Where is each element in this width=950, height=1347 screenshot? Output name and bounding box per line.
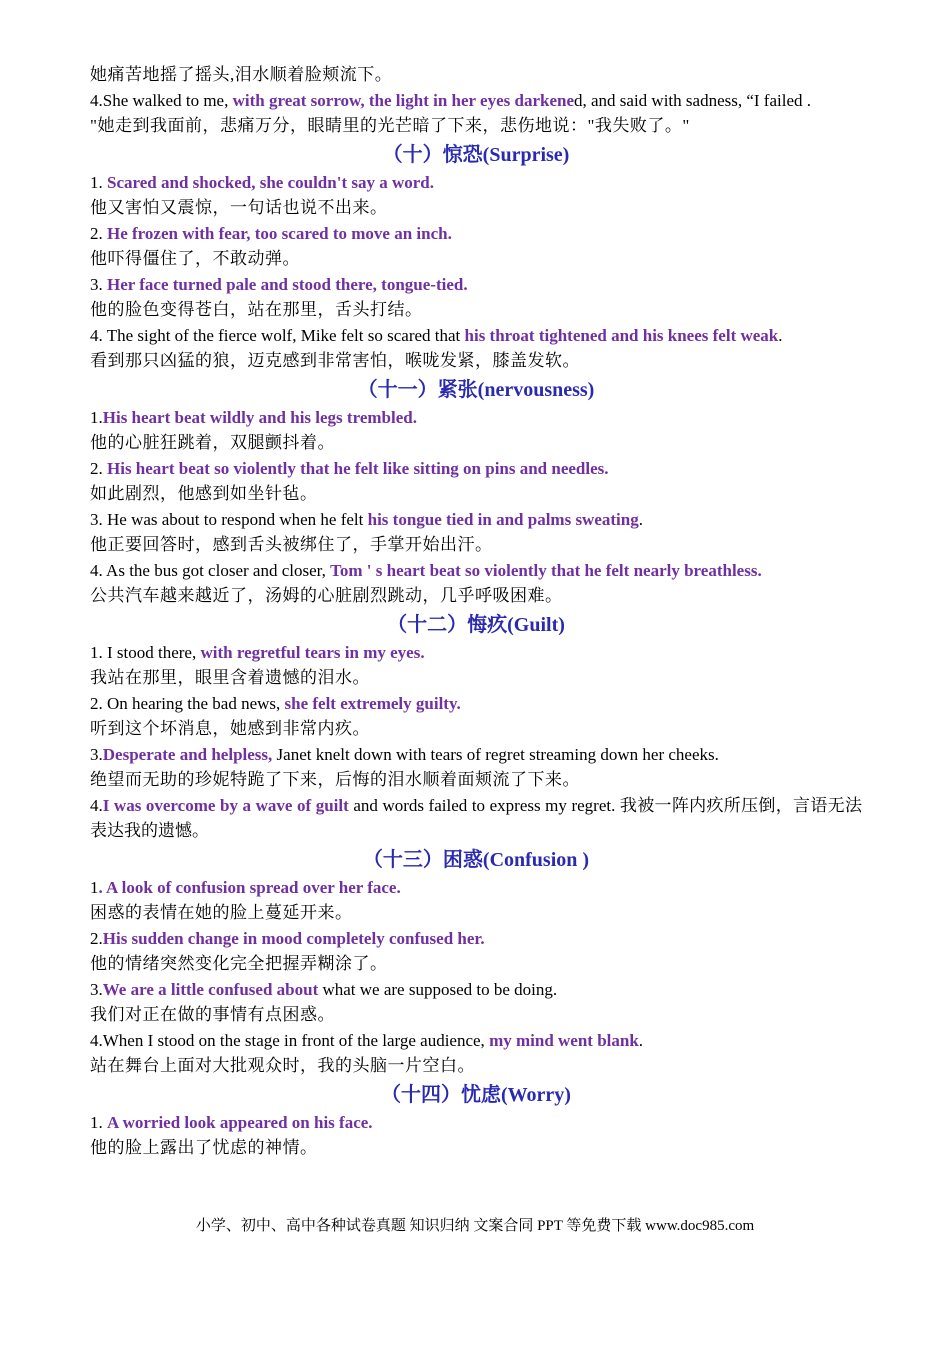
example-sentence [90, 640, 862, 666]
sentence-text: 3. He was about to respond when he felt [90, 509, 368, 529]
highlighted-phrase: with great sorrow, the light in her eyes darkene [232, 90, 574, 110]
sentence-text: 2. [90, 458, 107, 478]
example-sentence [90, 221, 862, 247]
translation-line: 绝望而无助的珍妮特跪了下来，后悔的泪水顺着面颊流了下来。 [90, 770, 580, 789]
sentence-text: 4. [90, 795, 103, 815]
example-sentence [90, 558, 862, 584]
highlighted-phrase: Tom ' s heart beat so violently that he felt nearly breathless. [330, 560, 762, 580]
heading-en: (Guilt) [507, 613, 565, 636]
sentence-text: Janet knelt down with tears of regret streaming down her cheeks. [272, 744, 719, 764]
translation-line: 看到那只凶猛的狼，迈克感到非常害怕，喉咙发紧，膝盖发软。 [90, 351, 580, 370]
section-heading [90, 609, 862, 640]
example-sentence [90, 875, 862, 901]
translation-line: 如此剧烈，他感到如坐针毡。 [90, 484, 318, 503]
heading-en: (Surprise) [482, 143, 570, 166]
sentence-text: 4.When I stood on the stage in front of the large audience, [90, 1030, 490, 1050]
highlighted-phrase: . A look of confusion spread over her face. [98, 877, 401, 897]
sentence-text: . [778, 325, 783, 345]
sentence-text: 3. [90, 274, 107, 294]
heading-zh: （十三）困惑 [362, 846, 483, 871]
section-heading [90, 844, 862, 875]
example-sentence [90, 1110, 862, 1136]
section-heading [90, 139, 862, 170]
sentence-text: 1. [90, 172, 107, 192]
highlighted-phrase: with regretful tears in my eyes. [200, 642, 425, 662]
sentence-text: 1 [90, 877, 99, 897]
sentence-text: 2. [90, 928, 103, 948]
translation-line: 公共汽车越来越近了，汤姆的心脏剧烈跳动，几乎呼吸困难。 [90, 586, 563, 605]
translation-line: 他的心脏狂跳着，双腿颤抖着。 [90, 433, 335, 452]
translation-line: 听到这个坏消息，她感到非常内疚。 [90, 719, 370, 738]
translation-line: 我站在那里，眼里含着遗憾的泪水。 [90, 668, 370, 687]
example-sentence [90, 691, 862, 717]
translation-line: 他又害怕又震惊，一句话也说不出来。 [90, 198, 388, 217]
sentence-text: 3. [90, 744, 103, 764]
highlighted-phrase: Her face turned pale and stood there, tongue-tied. [107, 274, 468, 294]
translation-line: 他吓得僵住了，不敢动弹。 [90, 249, 300, 268]
translation-line: 他的脸色变得苍白，站在那里，舌头打结。 [90, 300, 423, 319]
sentence-text: and words failed to express my regret. 我被一阵内疚所压倒，言语无法表达我的遗憾。 [90, 795, 862, 840]
sentence-text: 3. [90, 979, 103, 999]
highlighted-phrase: his tongue tied in and palms sweating [367, 509, 639, 529]
sentence-text: 1. [90, 1112, 107, 1132]
sentence-text: 4. The sight of the fierce wolf, Mike felt so scared that [90, 325, 465, 345]
sentence-text: 1. I stood there, [90, 642, 201, 662]
sentence-text: . [638, 1030, 644, 1050]
example-sentence [90, 507, 862, 533]
highlighted-phrase: We are a little confused about [102, 979, 319, 999]
highlighted-phrase: his throat tightened and his knees felt weak [464, 325, 779, 345]
highlighted-phrase: Desperate and helpless, [102, 744, 273, 764]
translation-line: 他的脸上露出了忧虑的神情。 [90, 1138, 318, 1157]
heading-zh: （十）惊恐 [382, 141, 483, 166]
translation-line: 他正要回答时，感到舌头被绑住了，手掌开始出汗。 [90, 535, 493, 554]
translation-line: 她痛苦地摇了摇头,泪水顺着脸颊流下。 [90, 65, 393, 84]
sentence-text: 1. [90, 407, 103, 427]
translation-line: 站在舞台上面对大批观众时，我的头脑一片空白。 [90, 1056, 475, 1075]
example-sentence [90, 88, 862, 114]
highlighted-phrase: A worried look appeared on his face. [107, 1112, 373, 1132]
sentence-text: what we are supposed to be doing. [318, 979, 558, 999]
example-sentence [90, 405, 862, 431]
highlighted-phrase: she felt extremely guilty. [284, 693, 461, 713]
section-heading [90, 374, 862, 405]
highlighted-phrase: I was overcome by a wave of guilt [102, 795, 349, 815]
section-heading [90, 1079, 862, 1110]
example-sentence [90, 456, 862, 482]
example-sentence [90, 272, 862, 298]
highlighted-phrase: Scared and shocked, she couldn't say a word. [107, 172, 434, 192]
sentence-text: 4. As the bus got closer and closer, [90, 560, 331, 580]
example-sentence [90, 977, 862, 1003]
heading-en: (Confusion ) [482, 848, 590, 871]
translation-line: 他的情绪突然变化完全把握弄糊涂了。 [90, 954, 388, 973]
highlighted-phrase: His heart beat wildly and his legs trembled. [102, 407, 417, 427]
translation-line: 我们对正在做的事情有点困惑。 [90, 1005, 335, 1024]
example-sentence [90, 742, 862, 768]
document-body [90, 62, 862, 1161]
heading-en: (Worry) [501, 1083, 571, 1106]
highlighted-phrase: He frozen with fear, too scared to move an inch. [107, 223, 452, 243]
highlighted-phrase: His heart beat so violently that he felt like sitting on pins and needles. [107, 458, 609, 478]
translation-line: "她走到我面前，悲痛万分，眼睛里的光芒暗了下来，悲伤地说："我失败了。" [90, 116, 690, 135]
translation-line: 困惑的表情在她的脸上蔓延开来。 [90, 903, 353, 922]
sentence-text: . [638, 509, 643, 529]
example-sentence [90, 926, 862, 952]
heading-en: (nervousness) [477, 378, 595, 401]
heading-zh: （十一）紧张 [357, 376, 478, 401]
sentence-text: d, and said with sadness, “I failed . [574, 90, 811, 110]
page-footer: 小学、初中、高中各种试卷真题 知识归纳 文案合同 PPT 等免费下载 www.doc985.com [195, 1218, 755, 1234]
heading-zh: （十二）悔疚 [387, 611, 508, 636]
example-sentence [90, 323, 862, 349]
highlighted-phrase: His sudden change in mood completely confused her. [102, 928, 485, 948]
example-sentence [90, 170, 862, 196]
example-sentence [90, 1028, 862, 1054]
heading-zh: （十四）忧虑 [381, 1081, 501, 1106]
sentence-text: 2. [90, 223, 107, 243]
sentence-text: 2. On hearing the bad news, [90, 693, 285, 713]
sentence-text: 4.She walked to me, [90, 90, 233, 110]
highlighted-phrase: my mind went blank [489, 1030, 639, 1050]
example-sentence [90, 793, 862, 844]
